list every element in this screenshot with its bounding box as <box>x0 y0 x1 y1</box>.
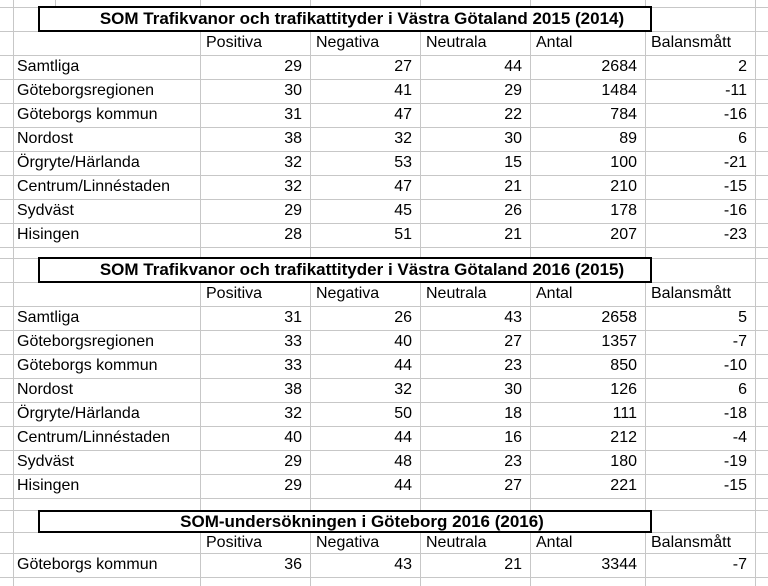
value-cell-antal[interactable]: 111 <box>612 405 637 422</box>
value-cell-positiva[interactable]: 38 <box>284 130 302 147</box>
header-cell-neutrala[interactable]: Neutrala <box>426 285 487 302</box>
value-cell-neutrala[interactable]: 23 <box>504 357 522 374</box>
value-cell-neutrala[interactable]: 43 <box>504 309 522 326</box>
header-cell-positiva[interactable]: Positiva <box>206 34 263 51</box>
value-cell-balansmatt[interactable]: -15 <box>723 178 747 195</box>
value-cell-neutrala[interactable]: 18 <box>504 405 522 422</box>
value-cell-negativa[interactable]: 26 <box>394 309 412 326</box>
table-title[interactable]: SOM Trafikvanor och trafikattityder i Västra Götaland 2015 (2014) <box>99 9 625 28</box>
value-cell-balansmatt[interactable]: 6 <box>738 130 747 147</box>
header-cell-balansmatt[interactable]: Balansmått <box>651 534 732 551</box>
row-label-cell[interactable]: Göteborgs kommun <box>17 106 158 123</box>
value-cell-positiva[interactable]: 36 <box>284 556 302 573</box>
gridline-horizontal <box>0 247 768 248</box>
value-cell-balansmatt[interactable]: -23 <box>723 226 747 243</box>
value-cell-balansmatt[interactable]: 2 <box>738 58 747 75</box>
row-label-cell[interactable]: Örgryte/Härlanda <box>17 154 140 171</box>
value-cell-balansmatt[interactable]: 5 <box>738 309 747 326</box>
value-cell-neutrala[interactable]: 16 <box>504 429 522 446</box>
value-cell-negativa[interactable]: 47 <box>394 178 412 195</box>
header-cell-positiva[interactable]: Positiva <box>206 285 263 302</box>
value-cell-negativa[interactable]: 41 <box>394 82 412 99</box>
value-cell-positiva[interactable]: 33 <box>284 333 302 350</box>
gridline-horizontal <box>0 577 768 578</box>
value-cell-negativa[interactable]: 44 <box>394 477 412 494</box>
value-cell-positiva[interactable]: 29 <box>284 202 302 219</box>
value-cell-positiva[interactable]: 40 <box>284 429 302 446</box>
value-cell-balansmatt[interactable]: -21 <box>723 154 747 171</box>
value-cell-positiva[interactable]: 33 <box>284 357 302 374</box>
value-cell-antal[interactable]: 2658 <box>601 309 637 326</box>
value-cell-antal[interactable]: 126 <box>610 381 637 398</box>
value-cell-negativa[interactable]: 53 <box>394 154 412 171</box>
value-cell-balansmatt[interactable]: 6 <box>738 381 747 398</box>
value-cell-antal[interactable]: 178 <box>610 202 637 219</box>
row-label-cell[interactable]: Göteborgsregionen <box>17 82 154 99</box>
table-title-box <box>38 257 652 283</box>
value-cell-balansmatt[interactable]: -10 <box>723 357 747 374</box>
value-cell-neutrala[interactable]: 44 <box>504 58 522 75</box>
value-cell-neutrala[interactable]: 26 <box>504 202 522 219</box>
value-cell-antal[interactable]: 850 <box>610 357 637 374</box>
table-title-box <box>38 510 652 533</box>
row-label-cell[interactable]: Göteborgsregionen <box>17 333 154 350</box>
value-cell-neutrala[interactable]: 27 <box>504 477 522 494</box>
value-cell-balansmatt[interactable]: -16 <box>723 106 747 123</box>
value-cell-antal[interactable]: 784 <box>610 106 637 123</box>
row-label-cell[interactable]: Hisingen <box>17 477 80 494</box>
value-cell-positiva[interactable]: 32 <box>284 178 302 195</box>
row-label-cell[interactable]: Nordost <box>17 130 74 147</box>
value-cell-positiva[interactable]: 29 <box>284 453 302 470</box>
row-label-cell[interactable]: Hisingen <box>17 226 80 243</box>
value-cell-negativa[interactable]: 50 <box>394 405 412 422</box>
value-cell-negativa[interactable]: 43 <box>394 556 412 573</box>
header-cell-antal[interactable]: Antal <box>536 285 573 302</box>
header-cell-negativa[interactable]: Negativa <box>316 285 380 302</box>
header-cell-antal[interactable]: Antal <box>536 534 573 551</box>
value-cell-antal[interactable]: 3344 <box>601 556 637 573</box>
row-label-cell[interactable]: Samtliga <box>17 58 80 75</box>
row-label-cell[interactable]: Sydväst <box>17 202 74 219</box>
value-cell-antal[interactable]: 2684 <box>601 58 637 75</box>
value-cell-neutrala[interactable]: 30 <box>504 130 522 147</box>
value-cell-balansmatt[interactable]: -15 <box>723 477 747 494</box>
row-label-cell[interactable]: Göteborgs kommun <box>17 357 158 374</box>
value-cell-neutrala[interactable]: 21 <box>504 226 522 243</box>
value-cell-balansmatt[interactable]: -4 <box>732 429 747 446</box>
value-cell-positiva[interactable]: 29 <box>284 477 302 494</box>
row-label-cell[interactable]: Samtliga <box>17 309 80 326</box>
header-cell-balansmatt[interactable]: Balansmått <box>651 285 732 302</box>
value-cell-negativa[interactable]: 45 <box>394 202 412 219</box>
value-cell-antal[interactable]: 1357 <box>601 333 637 350</box>
value-cell-positiva[interactable]: 31 <box>284 106 302 123</box>
value-cell-negativa[interactable]: 48 <box>394 453 412 470</box>
value-cell-antal[interactable]: 1484 <box>601 82 637 99</box>
value-cell-negativa[interactable]: 32 <box>394 130 412 147</box>
value-cell-neutrala[interactable]: 23 <box>504 453 522 470</box>
row-label-cell[interactable]: Örgryte/Härlanda <box>17 405 140 422</box>
value-cell-balansmatt[interactable]: -16 <box>723 202 747 219</box>
value-cell-negativa[interactable]: 51 <box>394 226 412 243</box>
value-cell-balansmatt[interactable]: -7 <box>732 333 747 350</box>
value-cell-positiva[interactable]: 28 <box>284 226 302 243</box>
value-cell-positiva[interactable]: 32 <box>284 405 302 422</box>
value-cell-antal[interactable]: 221 <box>610 477 637 494</box>
value-cell-negativa[interactable]: 27 <box>394 58 412 75</box>
value-cell-balansmatt[interactable]: -19 <box>723 453 747 470</box>
value-cell-neutrala[interactable]: 29 <box>504 82 522 99</box>
gridline-horizontal <box>0 498 768 499</box>
value-cell-neutrala[interactable]: 30 <box>504 381 522 398</box>
row-label-cell[interactable]: Sydväst <box>17 453 74 470</box>
value-cell-positiva[interactable]: 30 <box>284 82 302 99</box>
header-cell-antal[interactable]: Antal <box>536 34 573 51</box>
table-title-box <box>38 6 652 32</box>
value-cell-balansmatt[interactable]: -11 <box>725 82 747 99</box>
value-cell-antal[interactable]: 207 <box>610 226 637 243</box>
value-cell-negativa[interactable]: 32 <box>394 381 412 398</box>
row-label-cell[interactable]: Centrum/Linnéstaden <box>17 178 170 195</box>
table-title[interactable]: SOM-undersökningen i Göteborg 2016 (2016) <box>180 511 544 531</box>
header-cell-balansmatt[interactable]: Balansmått <box>651 34 732 51</box>
header-cell-neutrala[interactable]: Neutrala <box>426 534 487 551</box>
header-cell-negativa[interactable]: Negativa <box>316 534 380 551</box>
value-cell-negativa[interactable]: 44 <box>394 429 412 446</box>
value-cell-neutrala[interactable]: 21 <box>504 556 522 573</box>
row-label-cell[interactable]: Nordost <box>17 381 74 398</box>
header-cell-neutrala[interactable]: Neutrala <box>426 34 487 51</box>
value-cell-neutrala[interactable]: 22 <box>504 106 522 123</box>
value-cell-neutrala[interactable]: 15 <box>504 154 522 171</box>
value-cell-antal[interactable]: 100 <box>610 154 637 171</box>
value-cell-balansmatt[interactable]: -18 <box>723 405 747 422</box>
value-cell-positiva[interactable]: 38 <box>284 381 302 398</box>
row-label-cell[interactable]: Göteborgs kommun <box>17 556 158 573</box>
value-cell-neutrala[interactable]: 27 <box>504 333 522 350</box>
value-cell-negativa[interactable]: 44 <box>394 357 412 374</box>
value-cell-antal[interactable]: 89 <box>619 130 637 147</box>
value-cell-antal[interactable]: 210 <box>610 178 637 195</box>
value-cell-balansmatt[interactable]: -7 <box>732 556 747 573</box>
value-cell-positiva[interactable]: 32 <box>284 154 302 171</box>
table-title[interactable]: SOM Trafikvanor och trafikattityder i Västra Götaland 2016 (2015) <box>99 260 625 279</box>
value-cell-antal[interactable]: 180 <box>610 453 637 470</box>
value-cell-antal[interactable]: 212 <box>610 429 637 446</box>
row-label-cell[interactable]: Centrum/Linnéstaden <box>17 429 170 446</box>
value-cell-negativa[interactable]: 47 <box>394 106 412 123</box>
value-cell-positiva[interactable]: 29 <box>284 58 302 75</box>
value-cell-negativa[interactable]: 40 <box>394 333 412 350</box>
header-cell-positiva[interactable]: Positiva <box>206 534 263 551</box>
header-cell-negativa[interactable]: Negativa <box>316 34 380 51</box>
value-cell-neutrala[interactable]: 21 <box>504 178 522 195</box>
value-cell-positiva[interactable]: 31 <box>284 309 302 326</box>
